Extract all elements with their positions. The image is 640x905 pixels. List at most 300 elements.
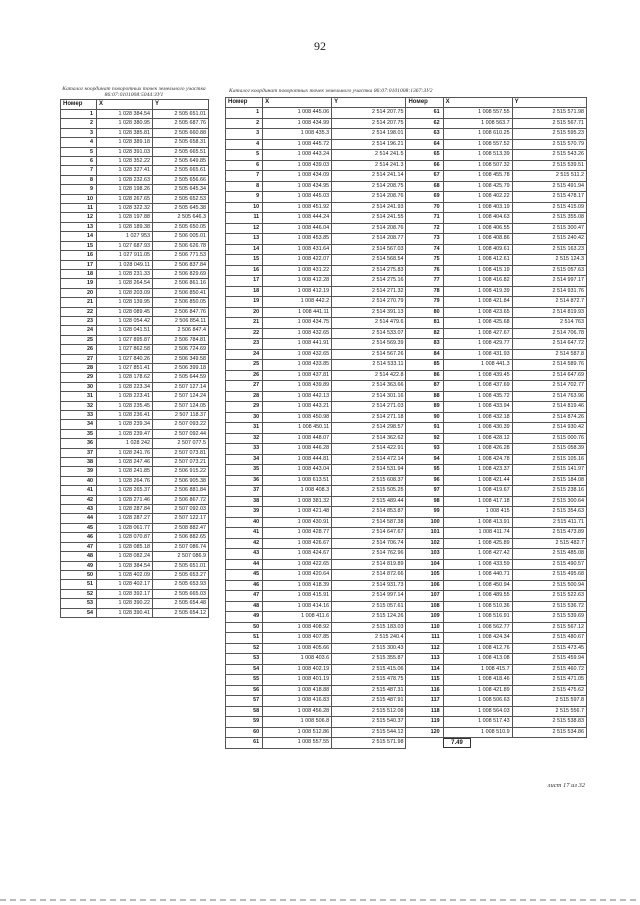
coord-x: 1 008 445.72 — [263, 139, 332, 150]
coord-y: 2 514 706.78 — [512, 328, 586, 339]
coord-x: 1 008 428.77 — [263, 528, 332, 539]
point-number: 52 — [226, 643, 263, 654]
coord-x: 1 028 402.09 — [97, 570, 153, 579]
catalog-zu1-table — [60, 99, 209, 618]
table-row — [61, 110, 209, 119]
coord-y: 2 514 931.73 — [332, 580, 406, 591]
coord-y: 2 515 475.62 — [512, 685, 586, 696]
coord-y: 2 515 495.68 — [512, 570, 586, 581]
point-number: 43 — [226, 549, 263, 560]
coord-y: 2 507 086.9 — [153, 552, 209, 561]
catalog-zu1-title: Каталог координат поворотных точек земельного участка 86:07:0101008:5044:ЗУ1 — [62, 86, 206, 99]
coord-y: 2 514 207.75 — [332, 118, 406, 129]
coord-x: 1 027 851.41 — [97, 363, 153, 372]
table-row — [226, 265, 587, 276]
point-number: 101 — [406, 528, 443, 539]
table-row — [61, 542, 209, 551]
point-number: 18 — [226, 286, 263, 297]
table-row — [226, 234, 587, 245]
coord-y: 2 515 354.63 — [512, 507, 586, 518]
coord-y: 2 507 118.37 — [153, 411, 209, 420]
table-row — [226, 286, 587, 297]
point-number: 23 — [61, 316, 97, 325]
point-number: 27 — [226, 381, 263, 392]
table-row — [61, 505, 209, 514]
coord-x: 1 008 434.09 — [263, 171, 332, 182]
coord-x: 1 008 428.12 — [443, 433, 512, 444]
coord-x: 1 008 401.19 — [263, 675, 332, 686]
point-number: 116 — [406, 685, 443, 696]
point-number: 16 — [61, 251, 97, 260]
coord-y: 2 515 411.71 — [512, 517, 586, 528]
point-number: 43 — [61, 505, 97, 514]
coord-x: 1 008 443.21 — [263, 402, 332, 413]
point-number: 46 — [61, 533, 97, 542]
coord-y: 2 505 665.51 — [153, 147, 209, 156]
coord-y: 2 505 654.12 — [153, 608, 209, 617]
coord-x: 1 028 197.88 — [97, 213, 153, 222]
point-number: 62 — [406, 118, 443, 129]
table-row — [226, 528, 587, 539]
point-number: 53 — [226, 654, 263, 665]
table-row — [61, 354, 209, 363]
coord-x: 1 008 419.39 — [443, 286, 512, 297]
coord-y: 2 505 645.38 — [153, 204, 209, 213]
column-header: Номер — [226, 98, 263, 108]
coord-x: 1 008 412.28 — [263, 276, 332, 287]
point-number: 111 — [406, 633, 443, 644]
coord-y: 2 506 847.4 — [153, 326, 209, 335]
coord-y: 2 514 587.38 — [332, 517, 406, 528]
point-number: 72 — [406, 223, 443, 234]
point-number: 67 — [406, 171, 443, 182]
coord-y: 2 515 183.03 — [332, 622, 406, 633]
table-row — [61, 185, 209, 194]
table-row — [226, 244, 587, 255]
coord-y: 2 505 646.3 — [153, 213, 209, 222]
coord-x: 1 008 440.71 — [443, 570, 512, 581]
coord-y: 2 505 651.01 — [153, 110, 209, 119]
coord-x: 1 008 434.99 — [263, 118, 332, 129]
point-number: 63 — [406, 129, 443, 140]
table-row — [61, 175, 209, 184]
point-number: 71 — [406, 213, 443, 224]
table-row — [226, 622, 587, 633]
coord-x: 1 027 911.05 — [97, 251, 153, 260]
table-row — [61, 232, 209, 241]
sheet-label: лист 17 из 32 — [547, 782, 585, 789]
coord-y: 2 514 422.8 — [332, 370, 406, 381]
table-row — [226, 496, 587, 507]
point-number: 69 — [406, 192, 443, 203]
point-number: 47 — [226, 591, 263, 602]
coord-x: 1 028 352.22 — [97, 157, 153, 166]
coord-y: 2 507 092.44 — [153, 429, 209, 438]
table-row — [226, 150, 587, 161]
point-number: 109 — [406, 612, 443, 623]
coord-y: 2 515 522.63 — [512, 591, 586, 602]
coord-y: 2 515 539.69 — [512, 612, 586, 623]
coord-y: 2 505 656.66 — [153, 175, 209, 184]
point-number: 36 — [61, 439, 97, 448]
coord-x: 1 008 456.28 — [263, 706, 332, 717]
point-number: 55 — [226, 675, 263, 686]
point-number: 93 — [406, 444, 443, 455]
coord-y: 2 514 569.39 — [332, 339, 406, 350]
coord-x: 1 008 432.18 — [443, 412, 512, 423]
table-row — [61, 363, 209, 372]
coord-y: 2 506 850.05 — [153, 298, 209, 307]
coord-x: 1 008 489.55 — [443, 591, 512, 602]
empty-cell — [406, 738, 443, 749]
point-number: 19 — [61, 279, 97, 288]
coord-x: 1 028 235.45 — [97, 401, 153, 410]
point-number: 25 — [226, 360, 263, 371]
coord-x: 1 008 414.16 — [263, 601, 332, 612]
table-row — [61, 204, 209, 213]
coord-x: 1 008 429.77 — [443, 339, 512, 350]
table-row — [226, 223, 587, 234]
table-row — [226, 486, 587, 497]
coord-x: 1 008 425.79 — [443, 181, 512, 192]
coord-x: 1 008 516.91 — [443, 612, 512, 623]
coord-y: 2 514 271.32 — [332, 286, 406, 297]
table-row — [226, 349, 587, 360]
point-number: 85 — [406, 360, 443, 371]
coord-x: 1 028 241.85 — [97, 467, 153, 476]
point-number: 79 — [406, 297, 443, 308]
point-number: 21 — [226, 318, 263, 329]
table-row — [226, 706, 587, 717]
point-number: 38 — [226, 496, 263, 507]
coord-x: 1 028 082.24 — [97, 552, 153, 561]
point-number: 74 — [406, 244, 443, 255]
coord-x: 1 008 435.72 — [443, 391, 512, 402]
coord-x: 1 028 385.81 — [97, 128, 153, 137]
coord-y: 2 505 660.88 — [153, 128, 209, 137]
coord-x: 1 008 451.92 — [263, 202, 332, 213]
coord-y: 2 515 355.87 — [332, 654, 406, 665]
point-number: 47 — [61, 542, 97, 551]
coord-y: 2 515 608.37 — [332, 475, 406, 486]
coord-y: 2 514 196.21 — [332, 139, 406, 150]
coord-y: 2 506 837.84 — [153, 260, 209, 269]
coord-y: 2 507 077.5 — [153, 439, 209, 448]
table-row — [61, 523, 209, 532]
coord-x: 1 008 557.52 — [443, 139, 512, 150]
table-row — [226, 129, 587, 140]
coord-x: 1 008 403.6 — [263, 654, 332, 665]
coord-y: 2 505 654.48 — [153, 599, 209, 608]
coord-x: 1 028 267.65 — [97, 194, 153, 203]
point-number: 81 — [406, 318, 443, 329]
coord-x: 1 008 446.04 — [263, 223, 332, 234]
table-row — [61, 298, 209, 307]
table-row — [61, 608, 209, 617]
coord-y: 2 515 141.97 — [512, 465, 586, 476]
column-header: Номер — [406, 98, 443, 108]
coord-y: 2 514 275.16 — [332, 276, 406, 287]
point-number: 73 — [406, 234, 443, 245]
point-number: 10 — [226, 202, 263, 213]
coord-y: 2 514 589.76 — [512, 360, 586, 371]
coord-x: 1 028 384.54 — [97, 110, 153, 119]
point-number: 31 — [61, 392, 97, 401]
coord-x: 1 008 419.67 — [443, 486, 512, 497]
coord-y: 2 507 092.03 — [153, 505, 209, 514]
coord-y: 2 515 163.23 — [512, 244, 586, 255]
table-row — [61, 157, 209, 166]
coord-x: 1 008 416.83 — [263, 696, 332, 707]
coord-y: 2 515 459.94 — [512, 654, 586, 665]
point-number: 96 — [406, 475, 443, 486]
table-row — [226, 339, 587, 350]
point-number: 75 — [406, 255, 443, 266]
coord-y: 2 515 460.72 — [512, 664, 586, 675]
coord-y: 2 507 122.17 — [153, 514, 209, 523]
coord-y: 2 506 399.18 — [153, 363, 209, 372]
table-row — [61, 335, 209, 344]
point-number: 15 — [61, 241, 97, 250]
point-number: 3 — [226, 129, 263, 140]
table-row — [226, 507, 587, 518]
coord-x: 1 008 420.64 — [263, 570, 332, 581]
table-row — [61, 345, 209, 354]
point-number: 76 — [406, 265, 443, 276]
scan-edge — [0, 899, 640, 901]
coord-y: 2 514 275.83 — [332, 265, 406, 276]
coord-y: 2 514 270.79 — [332, 297, 406, 308]
column-header: Y — [153, 100, 209, 110]
point-number: 28 — [226, 391, 263, 402]
coord-y: 2 505 665.61 — [153, 166, 209, 175]
point-number: 66 — [406, 160, 443, 171]
coord-y: 2 514 568.54 — [332, 255, 406, 266]
coord-x: 1 008 613.51 — [263, 475, 332, 486]
coord-x: 1 008 564.03 — [443, 706, 512, 717]
coord-y: 2 515 240.42 — [512, 234, 586, 245]
point-number: 37 — [226, 486, 263, 497]
coord-x: 1 028 390.22 — [97, 599, 153, 608]
table-row — [226, 255, 587, 266]
coord-y: 2 506 861.16 — [153, 279, 209, 288]
point-number: 4 — [226, 139, 263, 150]
coord-x: 1 008 424.34 — [443, 633, 512, 644]
coord-x: 1 028 089.45 — [97, 307, 153, 316]
coord-x: 1 008 557.55 — [263, 738, 332, 749]
point-number: 80 — [406, 307, 443, 318]
point-number: 50 — [226, 622, 263, 633]
catalog-zu2 — [225, 88, 587, 749]
point-number: 17 — [226, 276, 263, 287]
coord-y: 2 515 490.57 — [512, 559, 586, 570]
coord-x: 1 008 513.39 — [443, 150, 512, 161]
point-number: 86 — [406, 370, 443, 381]
point-number: 14 — [61, 232, 97, 241]
table-row — [61, 570, 209, 579]
coord-y: 2 514 241.14 — [332, 171, 406, 182]
coord-x: 1 008 439.45 — [443, 370, 512, 381]
coord-y: 2 515 487.91 — [332, 696, 406, 707]
point-number: 94 — [406, 454, 443, 465]
coord-y: 2 514 208.76 — [332, 192, 406, 203]
table-row — [226, 654, 587, 665]
coord-x: 1 008 421.89 — [443, 685, 512, 696]
table-row — [61, 166, 209, 175]
coord-x: 1 008 450.11 — [263, 423, 332, 434]
coord-x: 1 027 953 — [97, 232, 153, 241]
coord-x: 1 028 271.46 — [97, 495, 153, 504]
point-number: 26 — [61, 345, 97, 354]
coord-x: 1 008 430.91 — [263, 517, 332, 528]
coord-x: 1 008 403.19 — [443, 202, 512, 213]
coord-x: 1 028 327.41 — [97, 166, 153, 175]
table-row — [61, 316, 209, 325]
coord-y: 2 507 124.05 — [153, 401, 209, 410]
coord-y: 2 507 086.74 — [153, 542, 209, 551]
table-row — [61, 288, 209, 297]
point-number: 19 — [226, 297, 263, 308]
table-row — [226, 685, 587, 696]
coord-x: 1 008 431.64 — [263, 244, 332, 255]
coord-x: 1 027 862.58 — [97, 345, 153, 354]
coord-x: 1 008 402.19 — [263, 664, 332, 675]
coord-y: 2 507 073.21 — [153, 458, 209, 467]
point-number: 35 — [61, 429, 97, 438]
table-row — [61, 241, 209, 250]
point-number: 3 — [61, 128, 97, 137]
point-number: 56 — [226, 685, 263, 696]
point-number: 9 — [61, 185, 97, 194]
point-number: 70 — [406, 202, 443, 213]
table-row — [226, 307, 587, 318]
coord-y: 2 515 571.98 — [332, 738, 406, 749]
table-row — [226, 643, 587, 654]
point-number: 21 — [61, 298, 97, 307]
point-number: 13 — [226, 234, 263, 245]
table-row — [226, 675, 587, 686]
coord-x: 1 008 450.94 — [443, 580, 512, 591]
coord-y: 2 506 915.22 — [153, 467, 209, 476]
point-number: 23 — [226, 339, 263, 350]
coord-x: 1 008 408.86 — [443, 234, 512, 245]
coord-x: 1 008 506.8 — [263, 717, 332, 728]
coord-x: 1 008 404.63 — [443, 213, 512, 224]
coord-x: 1 008 434.95 — [263, 181, 332, 192]
table-row — [61, 589, 209, 598]
point-number: 1 — [226, 108, 263, 119]
table-row — [226, 633, 587, 644]
coord-y: 2 514 241.55 — [332, 213, 406, 224]
point-number: 4 — [61, 138, 97, 147]
coord-x: 1 008 412.19 — [263, 286, 332, 297]
coord-x: 1 008 510.36 — [443, 601, 512, 612]
coord-x: 1 008 408.92 — [263, 622, 332, 633]
table-row — [61, 382, 209, 391]
point-number: 102 — [406, 538, 443, 549]
point-number: 113 — [406, 654, 443, 665]
coord-x: 1 028 198.26 — [97, 185, 153, 194]
point-number: 59 — [226, 717, 263, 728]
coord-y: 2 514 531.94 — [332, 465, 406, 476]
point-number: 100 — [406, 517, 443, 528]
coord-y: 2 506 829.69 — [153, 269, 209, 278]
table-row — [226, 297, 587, 308]
coord-x: 1 008 433.59 — [443, 559, 512, 570]
point-number: 24 — [61, 326, 97, 335]
table-row — [226, 139, 587, 150]
coord-y: 2 514 647.69 — [512, 370, 586, 381]
coord-x: 1 008 517.43 — [443, 717, 512, 728]
table-row — [226, 318, 587, 329]
point-number: 6 — [61, 157, 97, 166]
point-number: 22 — [61, 307, 97, 316]
coord-x: 1 008 444.24 — [263, 213, 332, 224]
point-number: 110 — [406, 622, 443, 633]
coord-x: 1 008 426.28 — [443, 444, 512, 455]
table-row — [61, 458, 209, 467]
point-number: 97 — [406, 486, 443, 497]
coord-x: 1 028 049.11 — [97, 260, 153, 269]
coord-y: 2 505 653.27 — [153, 570, 209, 579]
point-number: 12 — [226, 223, 263, 234]
point-number: 36 — [226, 475, 263, 486]
table-row — [61, 420, 209, 429]
table-row — [61, 222, 209, 231]
coord-y: 2 515 597.8 — [512, 696, 586, 707]
coord-y: 2 515 540.37 — [332, 717, 406, 728]
coord-x: 1 028 380.95 — [97, 119, 153, 128]
coord-x: 1 028 085.18 — [97, 542, 153, 551]
table-row — [226, 181, 587, 192]
coord-y: 2 514 872.7 — [512, 297, 586, 308]
coord-y: 2 506 850.41 — [153, 288, 209, 297]
coord-y: 2 515 240.4 — [332, 633, 406, 644]
point-number: 83 — [406, 339, 443, 350]
point-number: 34 — [61, 420, 97, 429]
point-number: 29 — [61, 373, 97, 382]
coord-y: 2 514 819.93 — [512, 307, 586, 318]
area-value: 7.49 — [443, 738, 471, 748]
table-row — [226, 738, 587, 749]
coord-y: 2 507 093.22 — [153, 420, 209, 429]
table-row — [226, 717, 587, 728]
table-row — [226, 192, 587, 203]
coord-x: 1 008 412.76 — [443, 643, 512, 654]
coord-y: 2 514 533.11 — [332, 360, 406, 371]
coord-x: 1 028 061.77 — [97, 523, 153, 532]
point-number: 99 — [406, 507, 443, 518]
column-header: Y — [512, 98, 586, 108]
coord-x: 1 028 392.17 — [97, 589, 153, 598]
page-number: 92 — [314, 39, 326, 53]
point-number: 33 — [61, 411, 97, 420]
coord-x: 1 008 423.37 — [443, 465, 512, 476]
coord-y: 2 515 482.7 — [512, 538, 586, 549]
catalog-zu1 — [60, 86, 208, 618]
table-row — [61, 495, 209, 504]
point-number: 49 — [226, 612, 263, 623]
point-number: 77 — [406, 276, 443, 287]
coord-y: 2 515 485.08 — [512, 549, 586, 560]
point-number: 87 — [406, 381, 443, 392]
table-row — [61, 561, 209, 570]
coord-x: 1 028 390.41 — [97, 608, 153, 617]
coord-y: 2 514 422.91 — [332, 444, 406, 455]
coord-y: 2 515 543.26 — [512, 150, 586, 161]
coord-x: 1 008 444.81 — [263, 454, 332, 465]
coord-y: 2 505 651.01 — [153, 561, 209, 570]
